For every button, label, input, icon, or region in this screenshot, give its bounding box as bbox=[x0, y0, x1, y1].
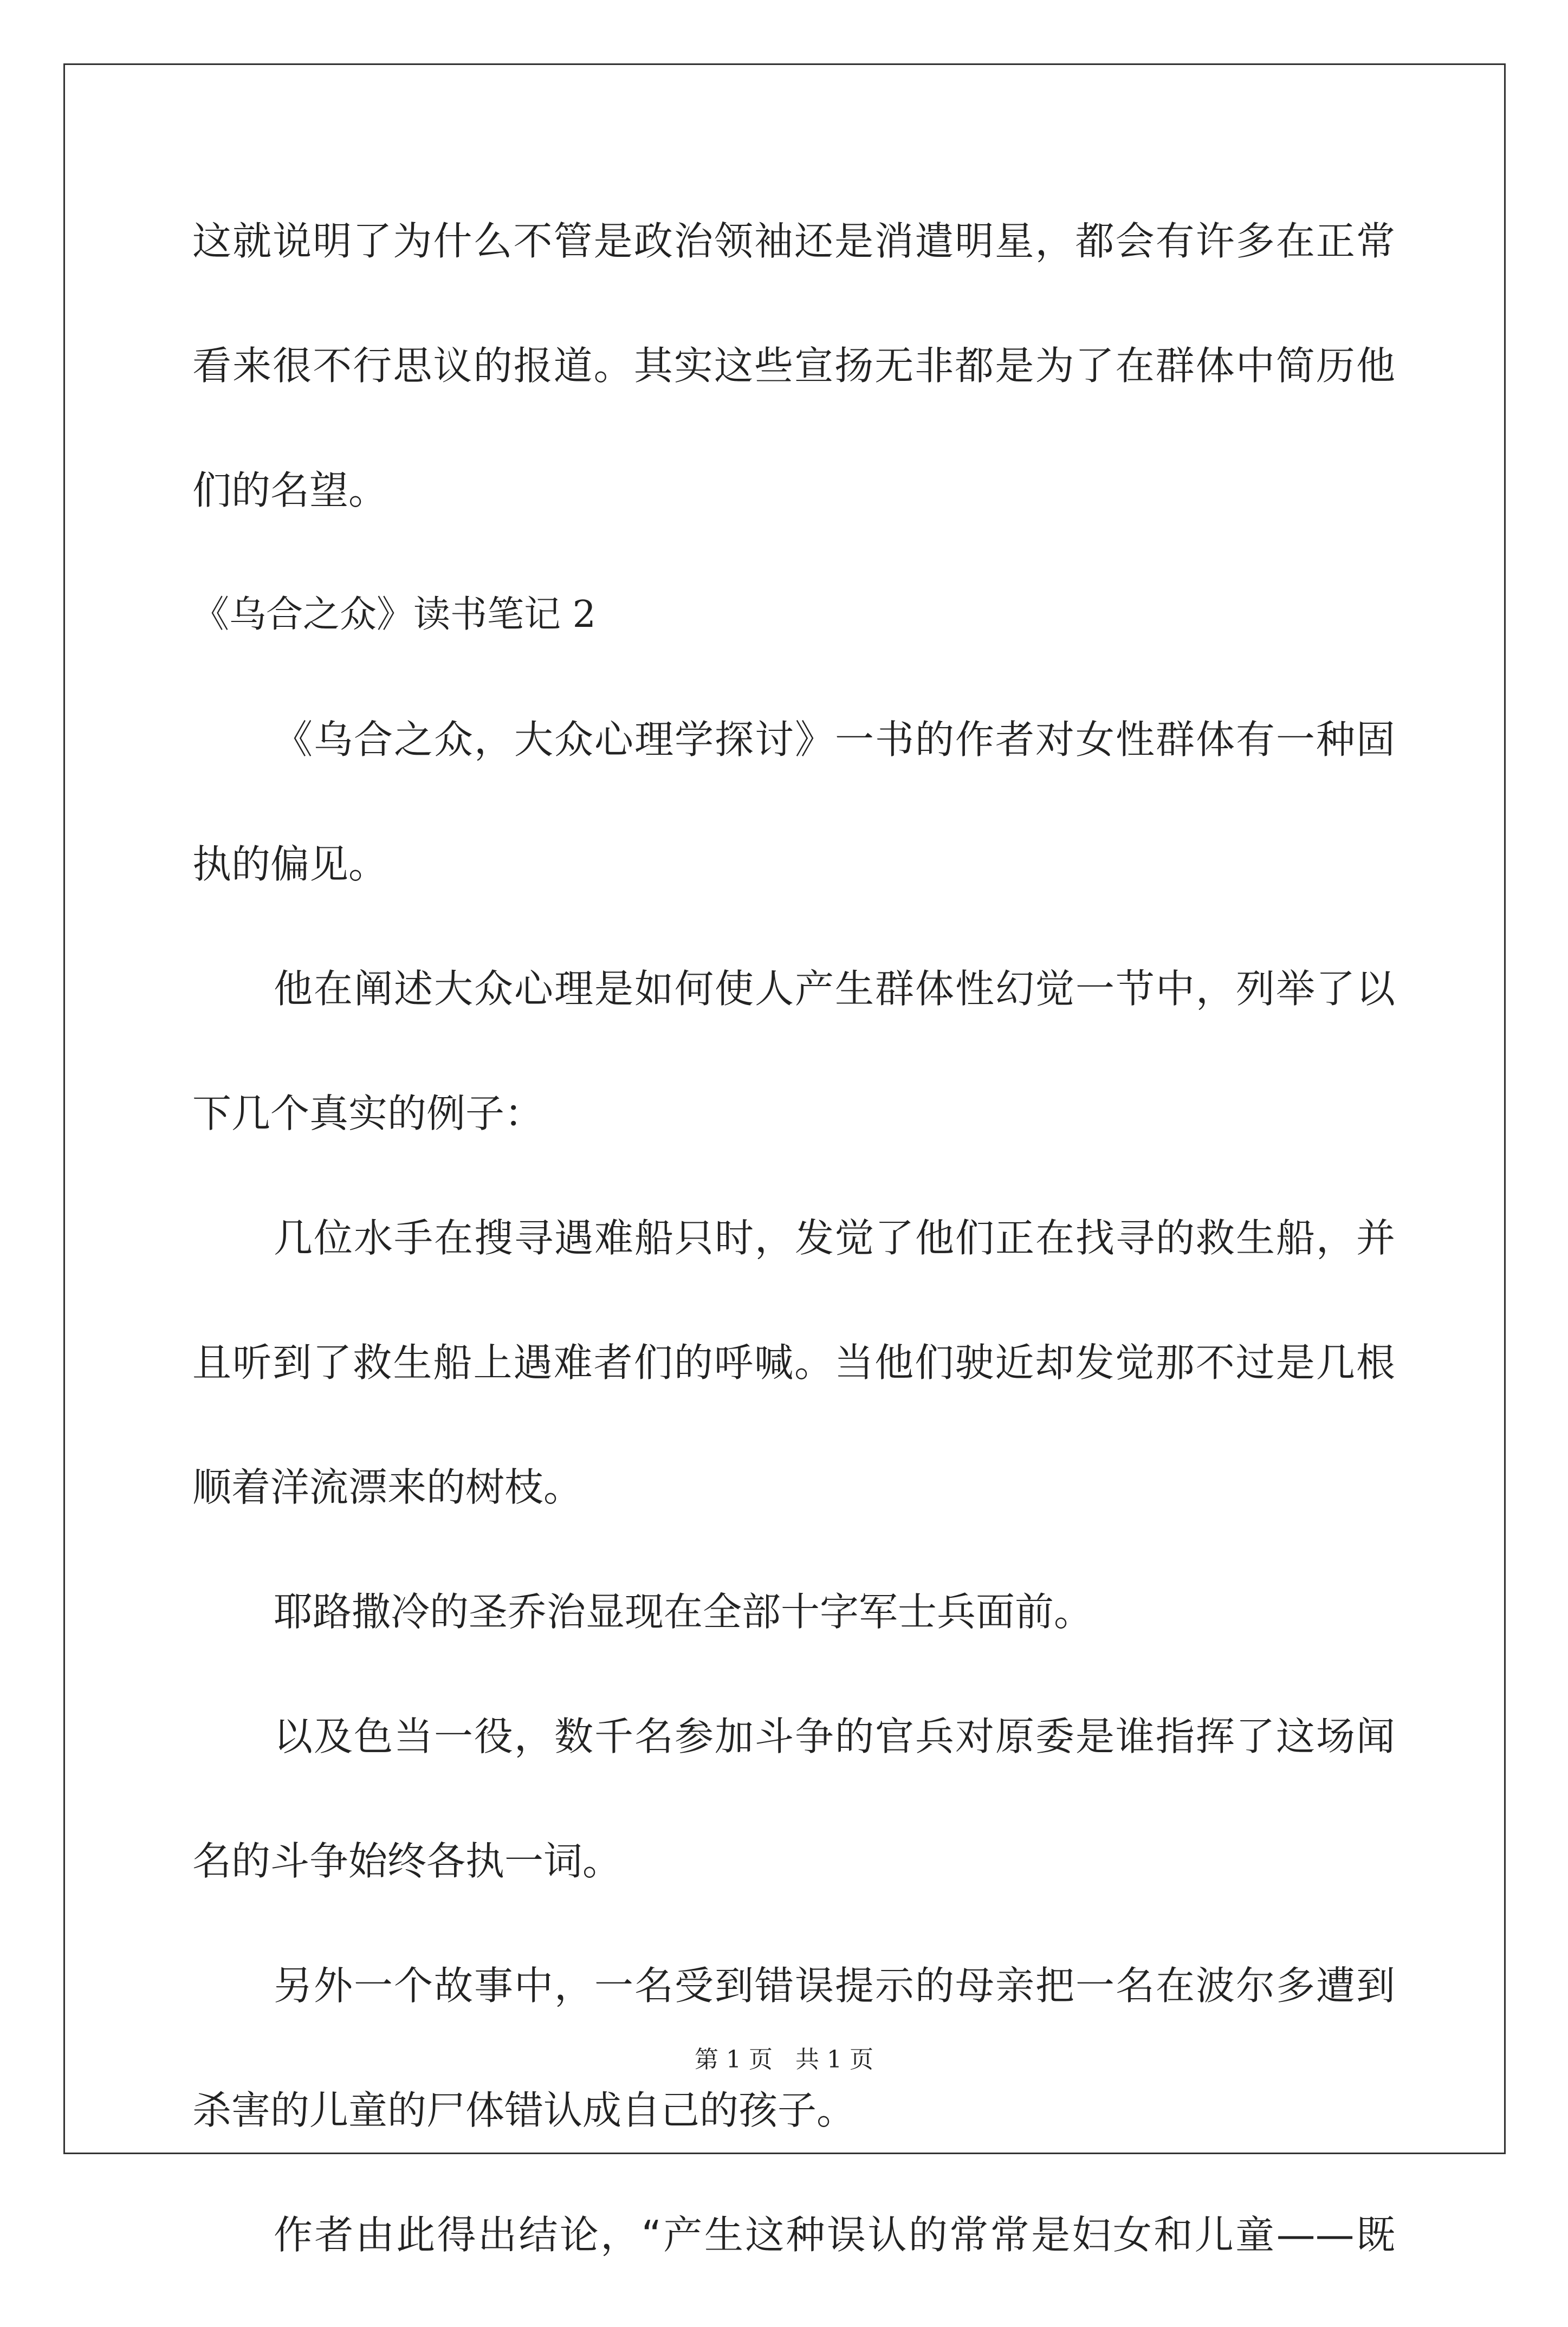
page-number-current: 第 1 页 bbox=[695, 2046, 773, 2073]
text-line-16: 杀害的儿童的尸体错认成自己的孩子。 bbox=[192, 2088, 856, 2133]
text-line-10: 且听到了救生船上遇难者们的呼喊。当他们驶近却发觉那不过是几根 bbox=[192, 1340, 1395, 1385]
text-line-9: 几位水手在搜寻遇难船只时，发觉了他们正在找寻的救生船，并 bbox=[274, 1215, 1395, 1261]
text-line-5: 《乌合之众，大众心理学探讨》一书的作者对女性群体有一种固 bbox=[274, 717, 1395, 762]
document-body bbox=[192, 209, 1395, 2327]
page-number-total: 共 1 页 bbox=[795, 2046, 873, 2073]
text-line-8: 下几个真实的例子： bbox=[192, 1091, 544, 1136]
page-footer bbox=[0, 2040, 1568, 2075]
text-line-14: 名的斗争始终各执一词。 bbox=[192, 1838, 622, 1884]
text-line-15: 另外一个故事中，一名受到错误提示的母亲把一名在波尔多遭到 bbox=[274, 1963, 1395, 2008]
text-line-1: 这就说明了为什么不管是政治领袖还是消遣明星，都会有许多在正常 bbox=[192, 218, 1395, 264]
section-heading: 《乌合之众》读书笔记 2 bbox=[192, 593, 596, 636]
text-line-6: 执的偏见。 bbox=[192, 841, 388, 887]
text-line-2: 看来很不行思议的报道。其实这些宣扬无非都是为了在群体中简历他 bbox=[192, 343, 1395, 388]
text-line-12: 耶路撒冷的圣乔治显现在全部十字军士兵面前。 bbox=[274, 1589, 1093, 1635]
text-line-17: 作者由此得出结论，“产生这种误认的常常是妇女和儿童——既 bbox=[274, 2212, 1395, 2258]
text-line-13: 以及色当一役，数千名参加斗争的官兵对原委是谁指挥了这场闻 bbox=[274, 1714, 1395, 1759]
text-line-11: 顺着洋流漂来的树枝。 bbox=[192, 1464, 583, 1510]
text-line-7: 他在阐述大众心理是如何使人产生群体性幻觉一节中，列举了以 bbox=[274, 966, 1395, 1012]
text-line-3: 们的名望。 bbox=[192, 468, 388, 513]
